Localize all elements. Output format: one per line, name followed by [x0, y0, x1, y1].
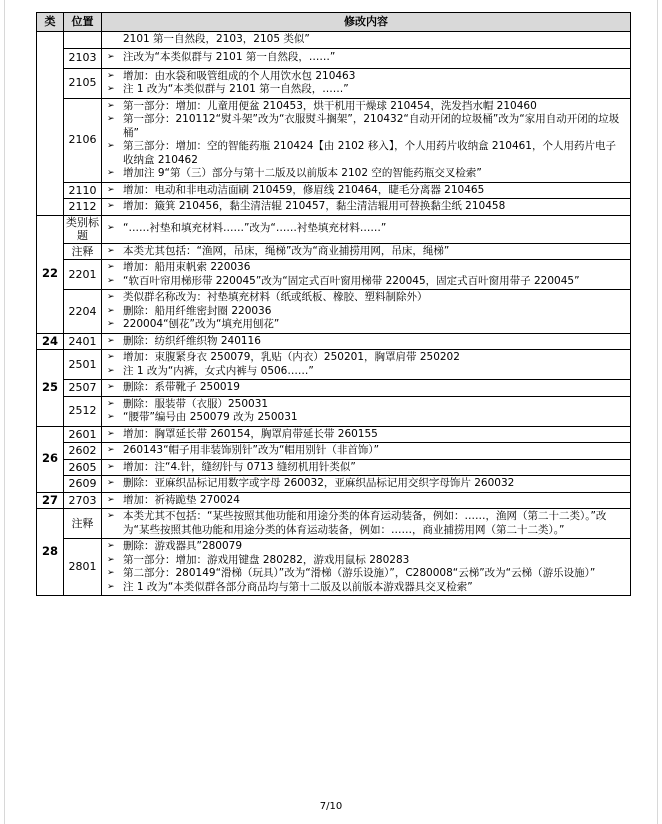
change-text: 增加：注“4.针，缝纫针与 0713 缝纫机用针类似” — [123, 460, 356, 473]
arrowhead-bullet-icon: ➢ — [107, 292, 115, 302]
position-cell: 2605 — [64, 459, 102, 476]
page-edge-left — [4, 0, 5, 824]
arrowhead-bullet-icon: ➢ — [107, 223, 115, 234]
position-cell: 2105 — [64, 68, 102, 98]
changes-cell — [102, 333, 631, 350]
changes-cell — [102, 476, 631, 493]
position-cell: 2512 — [64, 396, 102, 426]
position-cell: 2601 — [64, 426, 102, 443]
arrowhead-bullet-icon: ➢ — [107, 245, 115, 256]
position-cell: 2801 — [64, 539, 102, 596]
class-cell-25: 25 — [37, 350, 64, 427]
arrowhead-bullet-icon: ➢ — [107, 398, 115, 409]
arrowhead-bullet-icon: ➢ — [107, 581, 115, 592]
change-text: 删除：系带靴子 250019 — [123, 381, 240, 393]
change-item — [107, 365, 626, 379]
change-text: 增加：簸箕 210456，黏尘清洁辊 210457，黏尘清洁辊用可替换黏尘纸 210458 — [123, 200, 506, 212]
position-cell: 2103 — [64, 48, 102, 68]
arrowhead-bullet-icon: ➢ — [107, 141, 115, 151]
change-text: 注改为“本类似群与 2101 第一自然段，……” — [123, 51, 336, 64]
table-row — [37, 350, 631, 380]
arrowhead-bullet-icon: ➢ — [107, 554, 115, 565]
change-text: 第一部分：增加：游戏用键盘 280282，游戏用鼠标 280283 — [123, 553, 410, 566]
changes-cell — [102, 290, 631, 334]
change-text: 增加：祈祷跪垫 270024 — [123, 493, 240, 506]
table-row — [37, 492, 631, 509]
changes-cell — [102, 215, 631, 243]
table-row — [37, 32, 631, 49]
change-text: 删除：亚麻织品标记用数字或字母 260032，亚麻织品标记用交织字母饰片 260032 — [123, 477, 515, 489]
changes-cell — [102, 199, 631, 216]
header-changes: 修改内容 — [102, 13, 631, 32]
table-row — [37, 199, 631, 216]
change-item — [107, 70, 626, 84]
table-row — [37, 509, 631, 539]
arrowhead-bullet-icon: ➢ — [107, 494, 115, 505]
table-row — [37, 215, 631, 243]
arrowhead-bullet-icon: ➢ — [107, 352, 115, 362]
table-row — [37, 333, 631, 350]
page-number: 7/10 — [319, 801, 343, 812]
table-row — [37, 182, 631, 199]
change-text: 第三部分：增加：空的智能药瓶 210424【由 2102 移入】，个人用药片收纳盒 210461，个人用药片电子收纳盒 210462 — [123, 140, 616, 166]
change-text: “……衬垫和填充材料……”改为“……衬垫填充材料……” — [123, 222, 387, 235]
table-row — [37, 426, 631, 443]
table-row — [37, 290, 631, 334]
change-item — [107, 83, 626, 97]
class-cell-28: 28 — [37, 509, 64, 596]
table-row — [37, 48, 631, 68]
change-text: 增加：船用束帆索 220036 — [123, 261, 251, 273]
header-class: 类 — [37, 13, 64, 32]
class-cell-24: 24 — [37, 333, 64, 350]
position-cell: 2106 — [64, 98, 102, 182]
change-item — [107, 510, 626, 537]
change-item — [107, 184, 626, 198]
change-item — [107, 291, 626, 305]
arrowhead-bullet-icon: ➢ — [107, 184, 115, 195]
changes-cell — [102, 380, 631, 397]
arrowhead-bullet-icon: ➢ — [107, 114, 115, 124]
changes-table — [36, 12, 631, 596]
change-item — [107, 461, 626, 475]
page-edge-right — [657, 0, 658, 824]
change-item — [107, 428, 626, 442]
arrowhead-bullet-icon: ➢ — [107, 168, 115, 178]
change-text: 删除：船用纤维密封圈 220036 — [123, 304, 272, 317]
changes-cell — [102, 260, 631, 290]
change-text: 本类尤其不包括：“某些按照其他功能和用途分类的体育运动装备，例如：……，渔网（第二十二类）。”改为“某些按照其他功能和用途分类的体育运动装备，例如：……，商业捕捞用网（第二十二类）。” — [123, 510, 607, 536]
change-item — [107, 567, 626, 581]
position-cell: 2602 — [64, 443, 102, 460]
header-position: 位置 — [64, 13, 102, 32]
arrowhead-bullet-icon: ➢ — [107, 319, 115, 329]
arrowhead-bullet-icon: ➢ — [107, 52, 115, 63]
change-item — [107, 411, 626, 425]
position-cell: 2110 — [64, 182, 102, 199]
table-row — [37, 380, 631, 397]
table-row — [37, 476, 631, 493]
arrowhead-bullet-icon: ➢ — [107, 84, 115, 94]
change-item — [107, 477, 626, 491]
changes-cell — [102, 459, 631, 476]
change-item — [107, 581, 626, 595]
change-text: 本类尤其包括：“渔网，吊床，绳梯”改为“商业捕捞用网，吊床，绳梯” — [123, 244, 450, 257]
arrowhead-bullet-icon: ➢ — [107, 445, 115, 455]
changes-cell — [102, 443, 631, 460]
position-cell: 2507 — [64, 380, 102, 397]
change-text: 增加：胸罩延长带 260154，胸罩肩带延长带 260155 — [123, 427, 378, 440]
changes-cell — [102, 396, 631, 426]
table-row — [37, 98, 631, 182]
change-text: 220004“刨花”改为“填充用刨花” — [123, 318, 280, 330]
arrowhead-bullet-icon: ➢ — [107, 412, 115, 422]
arrowhead-bullet-icon: ➢ — [107, 201, 115, 211]
position-cell: 2112 — [64, 199, 102, 216]
position-cell: 2501 — [64, 350, 102, 380]
arrowhead-bullet-icon: ➢ — [107, 335, 115, 346]
table-row — [37, 68, 631, 98]
change-item — [107, 113, 626, 140]
change-text: 增加：电动和非电动洁面刷 210459，修眉线 210464，睫毛分离器 210465 — [123, 183, 485, 196]
change-text: 增加：束腹紧身衣 250079，乳贴（内衣）250201，胸罩肩带 250202 — [123, 351, 460, 363]
change-item — [107, 381, 626, 395]
change-item — [107, 275, 626, 289]
position-cell — [64, 32, 102, 49]
arrowhead-bullet-icon: ➢ — [107, 70, 115, 81]
class-cell-26: 26 — [37, 426, 64, 492]
position-cell: 2703 — [64, 492, 102, 509]
table-row — [37, 539, 631, 596]
change-item — [107, 100, 626, 114]
change-text: 注 1 改为“内裤，女式内裤与 0506……” — [123, 364, 314, 377]
arrowhead-bullet-icon: ➢ — [107, 262, 115, 272]
changes-cell — [102, 32, 631, 49]
arrowhead-bullet-icon: ➢ — [107, 382, 115, 392]
arrowhead-bullet-icon: ➢ — [107, 541, 115, 551]
change-item — [107, 140, 626, 167]
position-cell: 类别标题 — [64, 215, 102, 243]
changes-cell — [102, 243, 631, 260]
change-text: 删除：游戏器具”280079 — [123, 540, 243, 552]
position-cell: 2201 — [64, 260, 102, 290]
table-row — [37, 243, 631, 260]
class-cell-21-cont — [37, 32, 64, 216]
change-text: 注 1 改为“本类似群各部分商品均与第十二版及以前版本游戏器具交叉检索” — [123, 580, 473, 593]
table-row — [37, 260, 631, 290]
position-cell: 注释 — [64, 243, 102, 260]
arrowhead-bullet-icon: ➢ — [107, 428, 115, 439]
arrowhead-bullet-icon: ➢ — [107, 511, 115, 521]
position-cell: 2204 — [64, 290, 102, 334]
changes-cell — [102, 350, 631, 380]
changes-cell — [102, 492, 631, 509]
position-cell: 2401 — [64, 333, 102, 350]
change-item — [107, 222, 626, 236]
change-item — [107, 305, 626, 319]
change-text: 增加注 9“第（三）部分与第十二版及以前版本 2102 空的智能药瓶交叉检索” — [123, 167, 482, 179]
change-text: “软百叶帘用梯形带 220045”改为“固定式百叶窗用梯带 220045，固定式百叶窗用带子 220045” — [123, 274, 580, 287]
change-item — [107, 554, 626, 568]
change-item — [107, 261, 626, 275]
change-text: 260143“帽子用非装饰别针”改为“帽用别针（非首饰）” — [123, 444, 380, 456]
table-header-row — [37, 13, 631, 32]
change-item — [107, 245, 626, 259]
change-item — [107, 335, 626, 349]
table-row — [37, 396, 631, 426]
changes-cell — [102, 426, 631, 443]
change-text: “腰带”编号由 250079 改为 250031 — [123, 411, 298, 423]
change-item — [107, 444, 626, 458]
change-item — [107, 540, 626, 554]
change-text: 第一部分：210112“熨斗架”改为“衣服熨斗搁架”，210432“自动开闭的垃圾桶”改为“家用自动开闭的垃圾桶” — [123, 113, 620, 139]
change-item — [107, 318, 626, 332]
arrowhead-bullet-icon: ➢ — [107, 461, 115, 472]
changes-cell — [102, 509, 631, 539]
arrowhead-bullet-icon: ➢ — [107, 568, 115, 578]
change-text: 删除：服装带（衣服）250031 — [123, 397, 269, 410]
change-item — [107, 51, 626, 65]
class-cell-27: 27 — [37, 492, 64, 509]
change-item — [107, 200, 626, 214]
change-text: 2101 第一自然段，2103，2105 类似” — [123, 33, 310, 45]
change-text: 第二部分：280149“滑梯（玩具）”改为“滑梯（游乐设施）”，C280008“云梯”改为“云梯（游乐设施）” — [123, 567, 596, 579]
change-item — [107, 351, 626, 365]
changes-cell — [102, 48, 631, 68]
arrowhead-bullet-icon: ➢ — [107, 100, 115, 111]
position-cell: 2609 — [64, 476, 102, 493]
arrowhead-bullet-icon: ➢ — [107, 305, 115, 316]
change-item — [107, 167, 626, 181]
table-row — [37, 443, 631, 460]
change-text: 删除：纺织纤维织物 240116 — [123, 334, 261, 347]
changes-cell — [102, 539, 631, 596]
change-text: 第一部分：增加：儿童用便盆 210453，烘干机用干燥球 210454，洗发挡水帽 210460 — [123, 99, 537, 112]
change-text: 注 1 改为“本类似群与 2101 第一自然段，……” — [123, 83, 349, 95]
arrowhead-bullet-icon: ➢ — [107, 478, 115, 488]
change-text: 增加：由水袋和吸管组成的个人用饮水包 210463 — [123, 69, 356, 82]
change-text: 类似群名称改为：衬垫填充材料（纸或纸板、橡胶、塑料制除外） — [123, 291, 428, 303]
change-item — [107, 398, 626, 412]
table-row — [37, 459, 631, 476]
arrowhead-bullet-icon: ➢ — [107, 365, 115, 376]
changes-cell — [102, 182, 631, 199]
position-cell: 注释 — [64, 509, 102, 539]
changes-cell — [102, 68, 631, 98]
change-item — [107, 494, 626, 508]
class-cell-22: 22 — [37, 215, 64, 333]
arrowhead-bullet-icon: ➢ — [107, 275, 115, 286]
changes-cell — [102, 98, 631, 182]
